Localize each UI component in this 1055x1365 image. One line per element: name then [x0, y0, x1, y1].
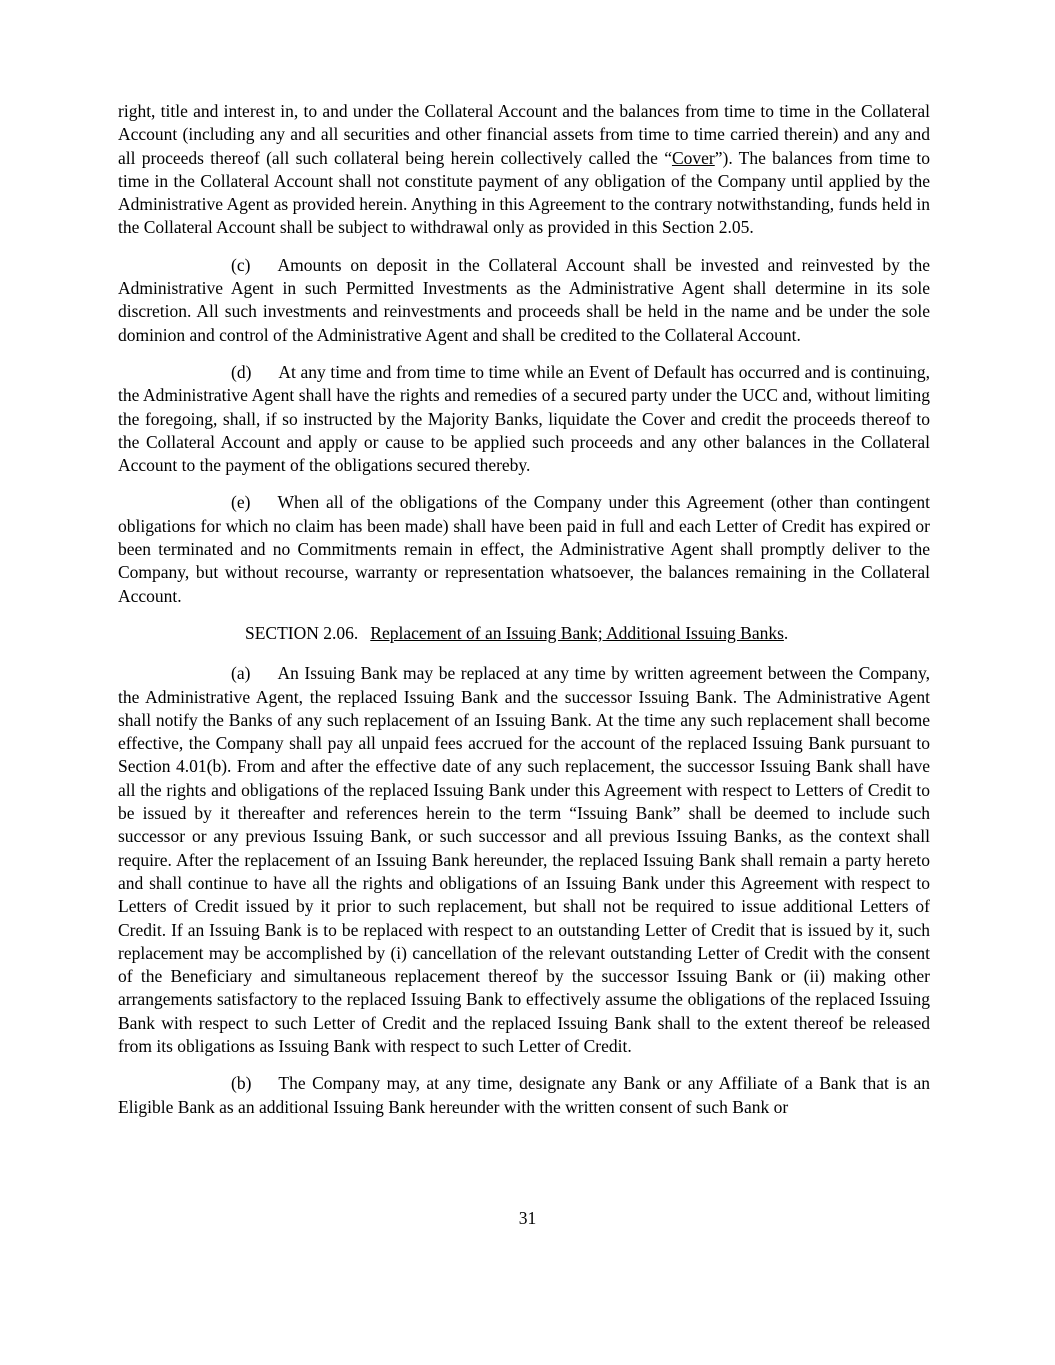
- section-title: Replacement of an Issuing Bank; Additional Issuing Banks: [370, 622, 784, 643]
- paragraph-b: [118, 1072, 930, 1119]
- page-number: 31: [518, 1208, 537, 1228]
- clause-label-a: (a): [231, 663, 251, 684]
- document-body: [118, 100, 930, 1119]
- section-heading: [118, 622, 930, 645]
- defined-term-cover: Cover: [671, 147, 715, 168]
- text-run: An Issuing Bank may be replaced at any time by written agreement between the Company, the Administrative Agent, the replaced Issuing Bank and the successor Issuing Bank. The Administrative Agent shall notify the Banks of any such replacement of an Issuing Bank. At the time any such replacement shall become effective, the Company shall pay all unpaid fees accrued for the account of the replaced Issuing Bank pursuant to Section 4.01(b). From and after the effective date of any such replacement, the successor Issuing Bank shall have all the rights and obligations of the replaced Issuing Bank under this Agreement with respect to Letters of Credit to be issued by it thereafter and references herein to the term “Issuing Bank” shall be deemed to include such successor or any previous Issuing Bank, or such successor and all previous Issuing Banks, as the context shall require. After the replacement of an Issuing Bank hereunder, the replaced Issuing Bank shall remain a party hereto and shall continue to have all the rights and obligations of an Issuing Bank under this Agreement with respect to Letters of Credit issued by it prior to such replacement, but shall not be required to issue additional Letters of Credit. If an Issuing Bank is to be replaced with respect to an outstanding Letter of Credit that is issued by it, such replacement may be accomplished by (i) cancellation of the relevant outstanding Letter of Credit with the consent of the Beneficiary and simultaneous replacement thereof by the successor Issuing Bank or (ii) making other arrangements satisfactory to the replaced Issuing Bank to effectively assume the obligations of the replaced Issuing Bank with respect to such Letter of Credit and the replaced Issuing Bank shall to the extent thereof be released from its obligations as Issuing Bank with respect to such Letter of Credit.: [118, 663, 930, 1056]
- text-run: When all of the obligations of the Company under this Agreement (other than contingent obligations for which no claim has been made) shall have been paid in full and each Letter of Credit has expired or been terminated and no Commitments remain in effect, the Administrative Agent shall promptly deliver to the Company, but without recourse, warranty or representation whatsoever, the balances remaining in the Collateral Account.: [118, 492, 930, 606]
- paragraph-d: [118, 361, 930, 477]
- text-run: .: [783, 622, 789, 643]
- text-run: The Company may, at any time, designate any Bank or any Affiliate of a Bank that is an Eligible Bank as an additional Issuing Bank hereunder with the written consent of such Bank or: [118, 1073, 930, 1117]
- section-number: SECTION 2.06.: [245, 622, 359, 643]
- paragraph-e: [118, 491, 930, 607]
- text-run: right, title and interest in, to and under the Collateral Account and the balances from time to time in the Collateral Account (including any and all securities and other financial assets from time to time carried therein) and any and all proceeds thereof (all such collateral being herein collectively called the “: [118, 101, 930, 168]
- clause-label-c: (c): [231, 254, 251, 275]
- text-run: At any time and from time to time while an Event of Default has occurred and is continuing, the Administrative Agent shall have the rights and remedies of a secured party under the UCC and, without limiting the foregoing, shall, if so instructed by the Majority Banks, liquidate the Cover and credit the proceeds thereof to the Collateral Account and apply or cause to be applied such proceeds and any other balances in the Collateral Account to the payment of the obligations secured thereby.: [118, 361, 930, 476]
- page-footer: [0, 1207, 1055, 1230]
- clause-label-b: (b): [231, 1073, 252, 1094]
- text-run: Amounts on deposit in the Collateral Account shall be invested and reinvested by the Administrative Agent in such Permitted Investments as the Administrative Agent shall determine in its sole discretion. All such investments and reinvestments and proceeds shall be held in the name and be under the sole dominion and control of the Administrative Agent and shall be credited to the Collateral Account.: [118, 254, 930, 345]
- paragraph-a: [118, 662, 930, 1058]
- text-run: ”). The balances from time to time in the Collateral Account shall not constitute payment of any obligation of the Company until applied by the Administrative Agent as provided herein. Anything in this Agreement to the contrary notwithstanding, funds held in the Collateral Account shall be subject to withdrawal only as provided in this Section 2.05.: [118, 147, 930, 238]
- paragraph-c: [118, 254, 930, 347]
- clause-label-e: (e): [231, 492, 251, 513]
- paragraph-continuation: [118, 100, 930, 240]
- clause-label-d: (d): [231, 361, 252, 382]
